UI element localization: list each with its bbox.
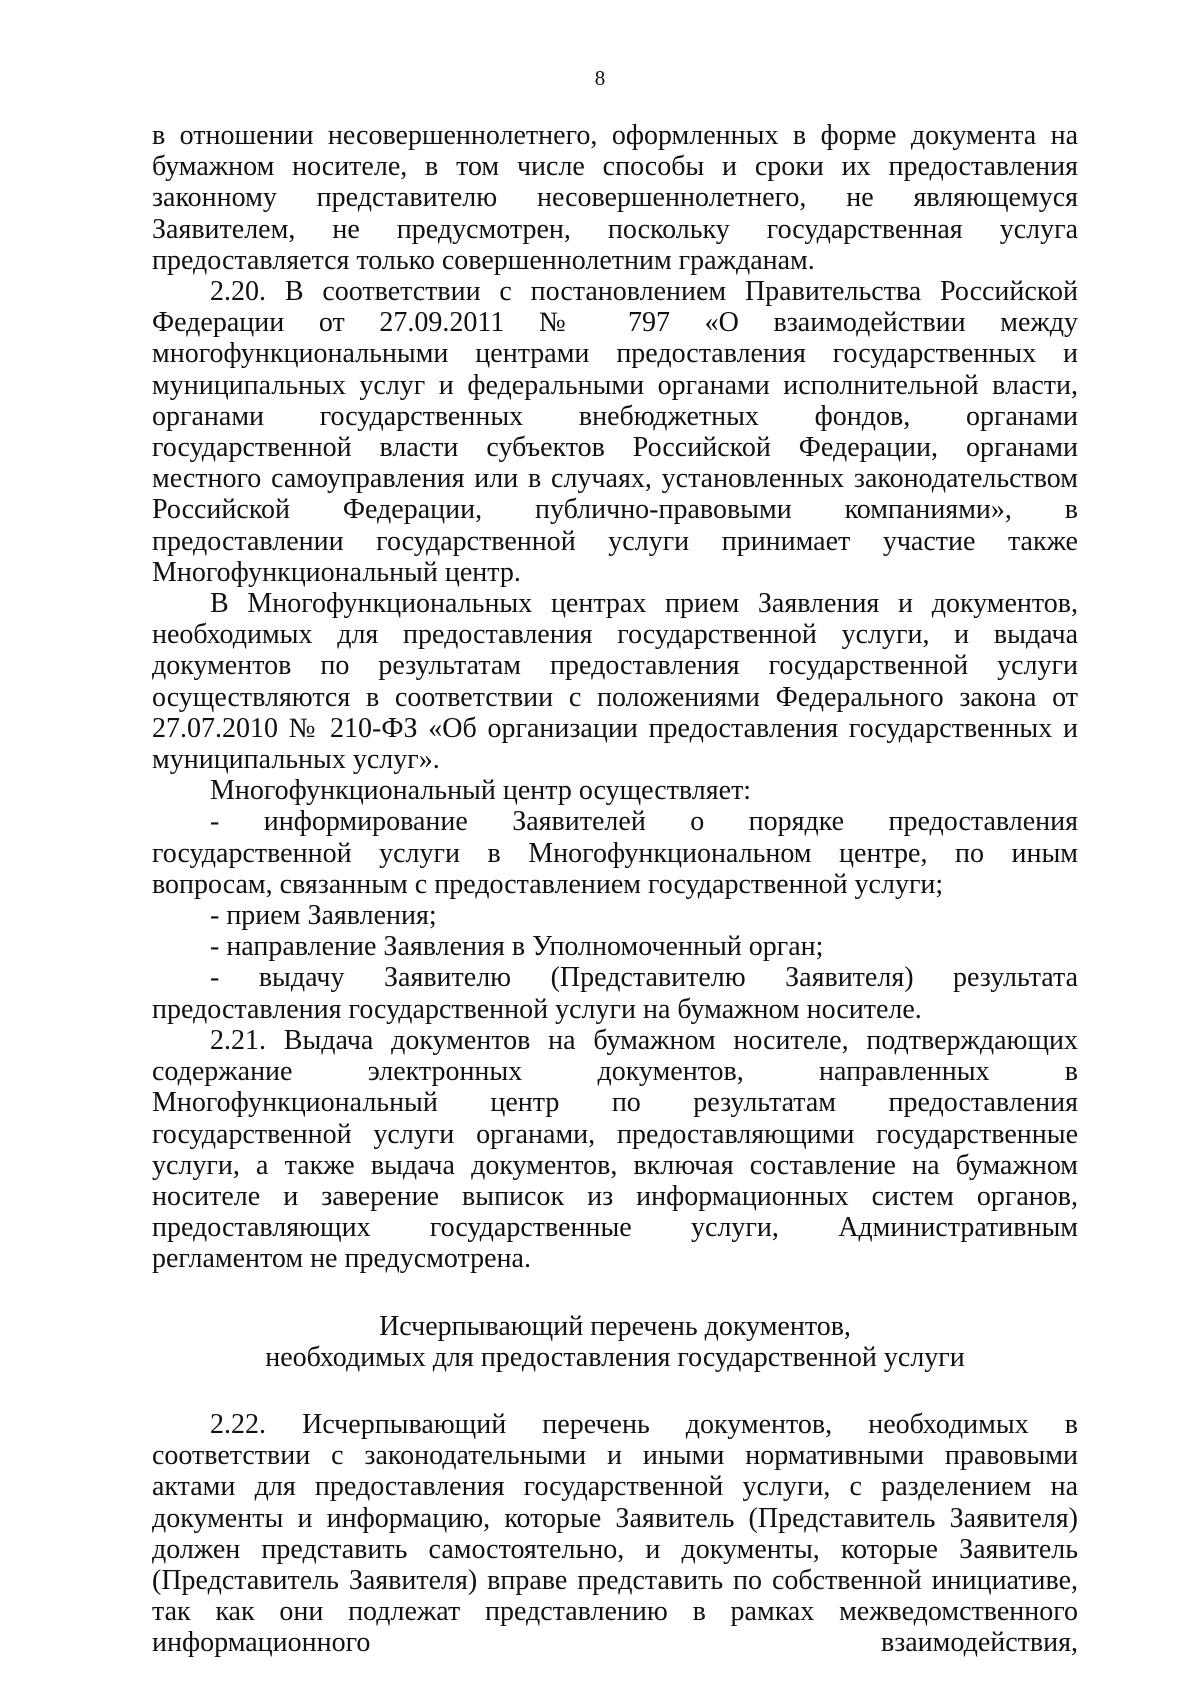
text-line: представлению в рамках межведомственного информационного взаимодействия, bbox=[152, 1596, 1079, 1659]
text-line: необходимых для предоставления государственной услуги, и выдача документов bbox=[152, 619, 1078, 682]
section-heading-line: необходимых для предоставления государственной услуги bbox=[265, 1341, 965, 1373]
text-line: по результатам предоставления государственной услуги осуществляются bbox=[152, 650, 1078, 713]
text-line: «Об организации предоставления государственных и муниципальных услуг». bbox=[152, 712, 1078, 776]
text-line: услуги в Многофункциональном центре, по иным вопросам, связанным bbox=[152, 837, 1079, 900]
text-line: 2.21. Выдача документов на бумажном носителе, подтверждающих bbox=[210, 1024, 1078, 1056]
text-line: вправе представить по собственной инициативе, так как они подлежат bbox=[152, 1564, 1078, 1628]
page-number: 8 bbox=[594, 66, 606, 90]
section-gap bbox=[152, 1275, 1078, 1311]
text-line: на бумажном носителе, в том числе способы и сроки их предоставления законному bbox=[152, 120, 1079, 214]
text-line: регламентом не предусмотрена. bbox=[152, 1243, 531, 1275]
paragraph-mfc-functions-intro bbox=[152, 775, 1078, 806]
text-line: и информацию, которые Заявитель (Представитель Заявителя) должен представить bbox=[152, 1502, 1079, 1565]
text-line: - направление Заявления в Уполномоченный орган; bbox=[210, 931, 824, 963]
paragraph-minor-documents bbox=[152, 120, 1078, 276]
text-line: от 27.09.2011 № 797 «О взаимодействии между многофункциональными центрами bbox=[152, 307, 1079, 370]
paragraph-2-21 bbox=[152, 1025, 1078, 1275]
paragraph-2-22 bbox=[152, 1409, 1078, 1659]
list-item-application-reception bbox=[152, 900, 1078, 931]
text-line: с законодательными и иными нормативными правовыми актами bbox=[152, 1440, 1079, 1503]
text-line: самостоятельно, и документы, которые Заявитель (Представитель Заявителя) bbox=[152, 1533, 1079, 1596]
text-line: совершеннолетним гражданам. bbox=[441, 244, 815, 276]
list-item-application-direction bbox=[152, 931, 1078, 962]
text-line: содержание электронных документов, направленных в Многофункциональный bbox=[152, 1056, 1078, 1119]
text-line: фондов, органами государственной власти субъектов Российской Федерации, bbox=[152, 400, 1079, 464]
text-line: органами местного самоуправления или в случаях, установленных bbox=[152, 432, 1078, 495]
text-line: составление на бумажном носителе и заверение выписок из информационных bbox=[152, 1149, 1079, 1212]
text-line: 2.20. В соответствии с постановлением Правительства Российской Федерации bbox=[152, 276, 1078, 339]
text-line: государственной услуги на бумажном носителе. bbox=[348, 993, 922, 1025]
text-line: центр по результатам предоставления государственной услуги органами, bbox=[152, 1087, 1079, 1150]
section-heading bbox=[152, 1311, 1078, 1373]
document-body bbox=[152, 120, 1078, 1659]
text-line: не предусмотрен, поскольку государственная услуга предоставляется только bbox=[152, 213, 1079, 276]
text-line: в отношении несовершеннолетнего, оформленных в форме документа bbox=[152, 120, 1037, 151]
text-line: в соответствии с положениями Федерального закона от 27.07.2010 № 210-ФЗ bbox=[152, 681, 1079, 744]
text-line: систем органов, предоставляющих государственные услуги, Административным bbox=[152, 1180, 1078, 1244]
text-line: Многофункциональный центр. bbox=[152, 556, 521, 588]
text-line: 2.22. Исчерпывающий перечень документов, необходимых в соответствии bbox=[152, 1408, 1078, 1472]
text-line: органами исполнительной власти, органами государственных внебюджетных bbox=[152, 369, 1079, 432]
text-line: представителю несовершеннолетнего, не являющемуся Заявителем, bbox=[152, 182, 1078, 245]
paragraph-2-20 bbox=[152, 276, 1078, 588]
text-line: Многофункциональный центр осуществляет: bbox=[210, 775, 752, 807]
paragraph-mfc-reception bbox=[152, 588, 1078, 775]
text-line: для предоставления государственной услуги, с разделением на документы bbox=[152, 1471, 1079, 1534]
list-item-informing bbox=[152, 806, 1078, 900]
text-line: предоставления государственных и муниципальных услуг и федеральными bbox=[152, 338, 1079, 401]
text-line: с предоставлением государственной услуги; bbox=[414, 868, 944, 900]
text-line: - информирование Заявителей о порядке предоставления государственной bbox=[152, 806, 1078, 869]
section-gap bbox=[152, 1373, 1078, 1409]
text-line: - выдачу Заявителю (Представителю Заявителя) результата предоставления bbox=[152, 962, 1078, 1025]
text-line: В Многофункциональных центрах прием Заявления и документов, bbox=[210, 588, 1078, 620]
text-line: предоставляющими государственные услуги, а также выдача документов, включая bbox=[152, 1118, 1078, 1181]
text-line: предоставлении государственной услуги принимает участие также bbox=[152, 525, 1078, 557]
text-line: законодательством Российской Федерации, публично-правовыми компаниями», в bbox=[152, 463, 1078, 526]
text-line: - прием Заявления; bbox=[210, 900, 437, 932]
list-item-result-issuance bbox=[152, 962, 1078, 1024]
section-heading-line: Исчерпывающий перечень документов, bbox=[379, 1310, 851, 1342]
